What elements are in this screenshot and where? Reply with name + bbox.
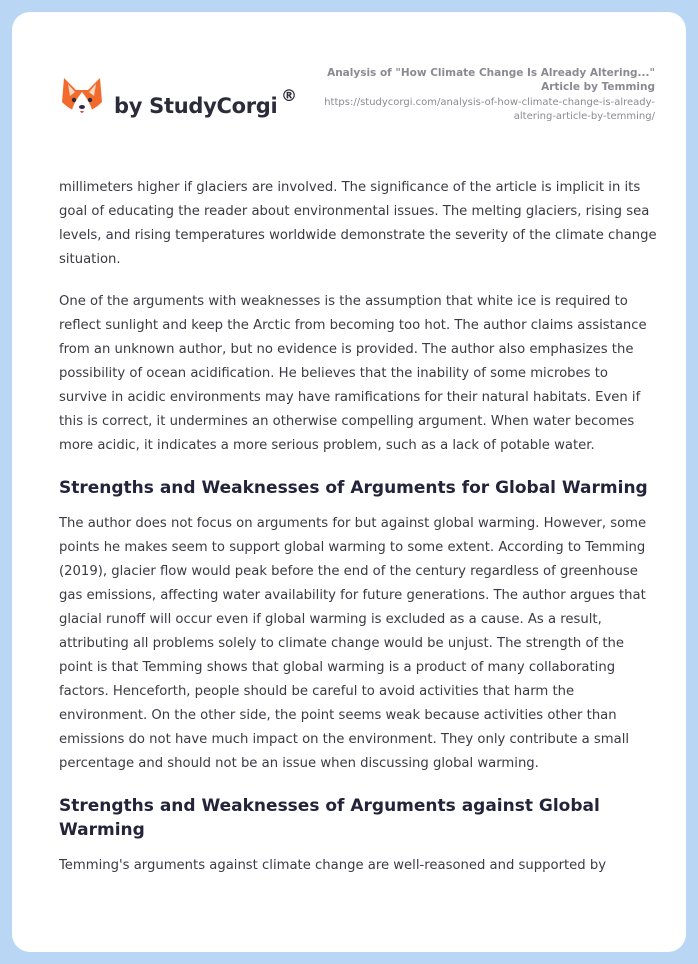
registered-mark: ® xyxy=(281,86,297,105)
paragraph-1: millimeters higher if glaciers are involved. The significance of the article is implicit in its goal of educating the reader about environmental issues. The melting glaciers, rising sea levels, and rising temperatures worldwide demonstrate the severity of the climate change situation. xyxy=(59,180,657,267)
source-title: Analysis of "How Climate Change Is Already Altering..." Article by Temming xyxy=(327,67,655,93)
section-heading-arguments-for: Strengths and Weaknesses of Arguments for Global Warming xyxy=(59,478,648,498)
corgi-logo-icon xyxy=(60,76,104,122)
paragraph-4: Temming's arguments against climate change are well-reasoned and supported by xyxy=(59,858,607,873)
paragraph-2: One of the arguments with weaknesses is the assumption that white ice is required to reflect sunlight and keep the Arctic from becoming too hot. The author claims assistance from an unknown author, but no evidence is provided. The author also emphasizes the possibility of ocean acidification. He believes that the inability of some microbes to survive in acidic environments may have ramifications for their natural habitats. Even if this is correct, it undermines an otherwise compelling argument. When water becomes more acidic, it indicates a more serious problem, such as a lack of potable water. xyxy=(59,294,647,453)
article-body xyxy=(59,176,659,896)
section-heading-arguments-against: Strengths and Weaknesses of Arguments against Global Warming xyxy=(59,796,600,840)
source-meta xyxy=(315,66,655,124)
studycorgi-logo[interactable] xyxy=(60,76,320,140)
source-url[interactable]: https://studycorgi.com/analysis-of-how-climate-change-is-already-altering-article-by-temming/ xyxy=(324,97,655,122)
brand-name: by StudyCorgi xyxy=(114,94,278,118)
document-page xyxy=(12,12,686,952)
paragraph-3: The author does not focus on arguments for but against global warming. However, some points he makes seem to support global warming to some extent. According to Temming (2019), glacier flow would peak before the end of the century regardless of greenhouse gas emissions, affecting water availability for future generations. The author argues that glacial runoff will occur even if global warming is excluded as a cause. As a result, attributing all problems solely to climate change would be unjust. The strength of the point is that Temming shows that global warming is a product of many collaborating factors. Henceforth, people should be careful to avoid activities that harm the environment. On the other side, the point seems weak because activities other than emissions do not have much impact on the environment. They only contribute a small percentage and should not be an issue when discussing global warming. xyxy=(59,516,647,771)
